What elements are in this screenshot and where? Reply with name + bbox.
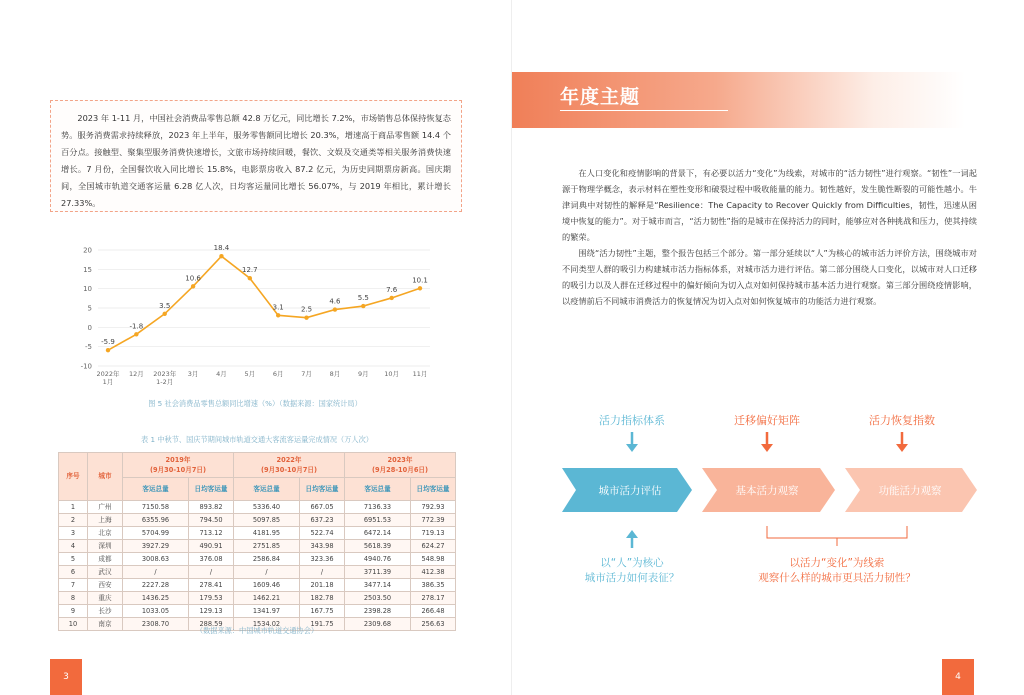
table-cell: 719.13 <box>411 527 456 540</box>
x-tick-label: 11月 <box>412 370 428 378</box>
data-point <box>389 296 393 300</box>
x-tick-label: 9月 <box>357 370 369 378</box>
table-cell: 深圳 <box>88 540 123 553</box>
header-total-2019: 客运总量 <box>123 478 189 501</box>
table-row <box>59 553 456 566</box>
table-cell: 1436.25 <box>123 592 189 605</box>
table-cell: 893.82 <box>189 501 234 514</box>
bottom-right-line-1: 以活力“变化”为线索 <box>789 557 885 569</box>
data-label: -1.8 <box>129 322 144 331</box>
header-2022: 2022年 (9月30-10月7日) <box>234 453 345 478</box>
table-cell: 3 <box>59 527 88 540</box>
table-cell: 长沙 <box>88 605 123 618</box>
table-cell: 4940.76 <box>345 553 411 566</box>
title-banner <box>512 72 965 128</box>
table-cell: 5097.85 <box>234 514 300 527</box>
table-cell: 386.35 <box>411 579 456 592</box>
table-cell: 323.36 <box>300 553 345 566</box>
top-label: 迁移偏好矩阵 <box>734 414 800 427</box>
data-point <box>219 254 223 258</box>
data-label: 7.6 <box>386 285 398 294</box>
table-cell: 2751.85 <box>234 540 300 553</box>
x-tick-label: 2023年 <box>153 370 177 378</box>
page-number-left: 3 <box>50 659 82 695</box>
table-cell: 792.93 <box>411 501 456 514</box>
table-cell: 1534.02 <box>234 618 300 631</box>
table-cell: 1341.97 <box>234 605 300 618</box>
table-cell: 1 <box>59 501 88 514</box>
y-tick-label: 5 <box>87 304 92 313</box>
table-cell: 2 <box>59 514 88 527</box>
header-daily-2022: 日均客运量 <box>300 478 345 501</box>
process-chevron-label: 城市活力评估 <box>598 485 662 497</box>
series-line <box>108 256 420 350</box>
table-cell: 3927.29 <box>123 540 189 553</box>
table-cell: 3711.39 <box>345 566 411 579</box>
framework-diagram <box>562 400 982 600</box>
right-page <box>512 0 1024 695</box>
table-cell: 7150.58 <box>123 501 189 514</box>
table-cell: 6355.96 <box>123 514 189 527</box>
table-cell: 6 <box>59 566 88 579</box>
table-cell: 2227.28 <box>123 579 189 592</box>
data-label: 2.5 <box>300 305 313 314</box>
x-tick-label: 3月 <box>187 370 199 378</box>
table-cell: 179.53 <box>189 592 234 605</box>
table-cell: 成都 <box>88 553 123 566</box>
metro-ridership-table <box>58 452 456 631</box>
data-point <box>276 313 280 317</box>
table-cell: 9 <box>59 605 88 618</box>
table-cell: 1462.21 <box>234 592 300 605</box>
table-cell: 256.63 <box>411 618 456 631</box>
table-row <box>59 566 456 579</box>
header-city: 城市 <box>88 453 123 501</box>
bottom-left-line-2: 城市活力如何表征？ <box>584 572 680 584</box>
table-cell: 182.78 <box>300 592 345 605</box>
table-cell: 7136.33 <box>345 501 411 514</box>
down-arrow-head <box>761 444 773 452</box>
up-arrow-head <box>626 530 638 538</box>
header-daily-2019: 日均客运量 <box>189 478 234 501</box>
table-cell: 7 <box>59 579 88 592</box>
data-point <box>333 307 337 311</box>
x-tick-label: 8月 <box>329 370 341 378</box>
table-cell: 2586.84 <box>234 553 300 566</box>
page-number-right: 4 <box>942 659 974 695</box>
header-total-2022: 客运总量 <box>234 478 300 501</box>
x-tick-label: 5月 <box>244 370 256 378</box>
table-cell: 3008.63 <box>123 553 189 566</box>
table-cell: 278.17 <box>411 592 456 605</box>
table-cell: 3477.14 <box>345 579 411 592</box>
x-tick-label: 2022年 <box>96 370 120 378</box>
table-title: 表 1 中秋节、国庆节期间城市轨道交通大客流客运量完成情况（万人次） <box>141 435 373 444</box>
table-cell: 6472.14 <box>345 527 411 540</box>
table-cell: 5336.40 <box>234 501 300 514</box>
table-cell: 201.18 <box>300 579 345 592</box>
table-cell: 4 <box>59 540 88 553</box>
table-cell: 637.23 <box>300 514 345 527</box>
table-cell: / <box>189 566 234 579</box>
table-cell: 重庆 <box>88 592 123 605</box>
process-chevron-label: 基本活力观察 <box>735 485 799 497</box>
table-cell: 西安 <box>88 579 123 592</box>
top-label: 活力指标体系 <box>599 414 665 427</box>
table-row <box>59 605 456 618</box>
table-cell: 624.27 <box>411 540 456 553</box>
data-label: 3.5 <box>159 301 171 310</box>
bracket <box>767 526 907 538</box>
table-cell: 南京 <box>88 618 123 631</box>
theme-paragraph-2: 围绕“活力韧性”主题，整个报告包括三个部分。第一部分延续以“人”为核心的城市活力评价方法，围绕城市对不同类型人群的吸引力构建城市活力指标体系，对城市活力进行评估。第二部分围绕人口变化，以城市对人口迁移的吸引力以及人群在迁移过程中的偏好倾向为切入点对如何保持城市基本活力进行观察。第三部分围绕疫情影响，以疫情前后不同城市消费活力的恢复情况为切入点对如何恢复城市的功能活力进行观察。 <box>562 248 977 306</box>
header-2023: 2023年 (9月28-10月6日) <box>345 453 456 478</box>
table-cell: 2309.68 <box>345 618 411 631</box>
table-cell: 522.74 <box>300 527 345 540</box>
bottom-left-line-1: 以“人”为核心 <box>600 557 664 569</box>
theme-paragraph-1: 在人口变化和疫情影响的背景下，有必要以活力“变化”为线索，对城市的“活力韧性”进行观察。“韧性”一词起源于物理学概念，表示材料在塑性变形和破裂过程中吸收能量的能力。韧性越好，发生脆性断裂的可能性越小。牛津词典中对韧性的解释是“Resilience：The Capacity to Recover Quickly from Difficulties，韧性，迅速从困境中恢复的能力”。对于城市而言，“活力韧性”指的是城市在保持活力的同时，能够应对各种挑战和压力，使其持续的繁荣。 <box>562 168 977 242</box>
table-cell: 1033.05 <box>123 605 189 618</box>
table-row <box>59 592 456 605</box>
table-cell: 129.13 <box>189 605 234 618</box>
header-daily-2023: 日均客运量 <box>411 478 456 501</box>
table-cell: 412.38 <box>411 566 456 579</box>
table-row <box>59 527 456 540</box>
table-cell: 772.39 <box>411 514 456 527</box>
table-cell: 167.75 <box>300 605 345 618</box>
table-cell: 5704.99 <box>123 527 189 540</box>
data-label: 10.6 <box>185 274 201 283</box>
data-point <box>163 312 167 316</box>
table-cell: 10 <box>59 618 88 631</box>
table-source: （数据来源：中国城市轨道交通协会） <box>195 626 319 635</box>
y-tick-label: 0 <box>87 323 92 332</box>
table-cell: 191.75 <box>300 618 345 631</box>
y-tick-label: 15 <box>83 265 92 274</box>
x-tick-label: 10月 <box>384 370 400 378</box>
down-arrow-head <box>896 444 908 452</box>
y-tick-label: -5 <box>85 343 92 352</box>
table-cell: 1609.46 <box>234 579 300 592</box>
table-cell: 266.48 <box>411 605 456 618</box>
table-row <box>59 579 456 592</box>
y-tick-label: -10 <box>80 362 92 371</box>
data-label: 3.1 <box>272 303 284 312</box>
x-tick-label: 1-2月 <box>156 378 174 386</box>
table-cell: 2503.50 <box>345 592 411 605</box>
x-tick-label: 7月 <box>301 370 312 378</box>
data-label: 4.6 <box>329 297 341 306</box>
table-cell: 278.41 <box>189 579 234 592</box>
data-point <box>418 286 422 290</box>
table-row <box>59 501 456 514</box>
section-title: 年度主题 <box>560 86 641 108</box>
table-cell: 北京 <box>88 527 123 540</box>
top-label: 活力恢复指数 <box>869 414 935 427</box>
data-label: -5.9 <box>101 338 115 347</box>
table-cell: 667.05 <box>300 501 345 514</box>
header-total-2023: 客运总量 <box>345 478 411 501</box>
table-row <box>59 514 456 527</box>
table-cell: 6951.53 <box>345 514 411 527</box>
y-tick-label: 10 <box>83 285 92 294</box>
data-point <box>191 284 195 288</box>
table-cell: 8 <box>59 592 88 605</box>
data-label: 18.4 <box>213 244 230 253</box>
table-cell: 490.91 <box>189 540 234 553</box>
down-arrow-head <box>626 444 638 452</box>
table-cell: / <box>234 566 300 579</box>
table-cell: / <box>123 566 189 579</box>
process-chevron-label: 功能活力观察 <box>878 485 942 497</box>
table-cell: 288.59 <box>189 618 234 631</box>
y-tick-label: 20 <box>83 246 92 255</box>
table-cell: / <box>300 566 345 579</box>
title-underline <box>560 110 728 111</box>
table-cell: 794.50 <box>189 514 234 527</box>
retail-growth-chart <box>70 238 440 398</box>
table-cell: 2308.70 <box>123 618 189 631</box>
x-tick-label: 4月 <box>216 370 227 378</box>
table-cell: 343.98 <box>300 540 345 553</box>
summary-box <box>50 100 462 212</box>
bottom-right-line-2: 观察什么样的城市更具活力韧性？ <box>758 572 916 584</box>
theme-body <box>562 165 977 309</box>
x-tick-label: 12月 <box>128 370 144 378</box>
table-cell: 广州 <box>88 501 123 514</box>
data-point <box>361 304 365 308</box>
data-label: 10.1 <box>412 276 428 285</box>
data-point <box>304 315 308 319</box>
chart-caption: 图 5 社会消费品零售总额同比增速（%）（数据来源：国家统计局） <box>148 399 362 408</box>
data-label: 5.5 <box>357 294 369 303</box>
x-tick-label: 1月 <box>102 378 114 386</box>
table-cell: 5 <box>59 553 88 566</box>
summary-text: 2023 年 1-11 月，中国社会消费品零售总额 42.8 万亿元，同比增长 7.2%，市场销售总体保持恢复态势。服务消费需求持续释放，2023 年上半年，服务零售额同比增长 20.3%，增速高于商品零售额 14.4 个百分点。接触型、聚集型服务消费快速增长，文旅市场持续回暖，餐饮、文娱及交通类等相关服务消费快速增长。7 月份，全国餐饮收入同比增长 15.8%，电影票房收入 87.2 亿元，为历史同期票房新高。国庆期间，全国城市轨道交通客运量 6.28 亿人次，日均客运量同比增长 56.07%，与 2019 年相比，累计增长 27.33%。 <box>61 113 451 208</box>
data-point <box>248 276 252 280</box>
table-cell: 4181.95 <box>234 527 300 540</box>
table-cell: 上海 <box>88 514 123 527</box>
data-point <box>134 332 138 336</box>
table-cell: 5618.39 <box>345 540 411 553</box>
table-cell: 376.08 <box>189 553 234 566</box>
data-point <box>106 348 110 352</box>
table-cell: 548.98 <box>411 553 456 566</box>
table-cell: 713.12 <box>189 527 234 540</box>
x-tick-label: 6月 <box>272 370 284 378</box>
table-cell: 武汉 <box>88 566 123 579</box>
header-2019: 2019年 (9月30-10月7日) <box>123 453 234 478</box>
table-cell: 2398.28 <box>345 605 411 618</box>
table-row <box>59 540 456 553</box>
header-seq: 序号 <box>59 453 88 501</box>
data-label: 12.7 <box>242 266 258 275</box>
